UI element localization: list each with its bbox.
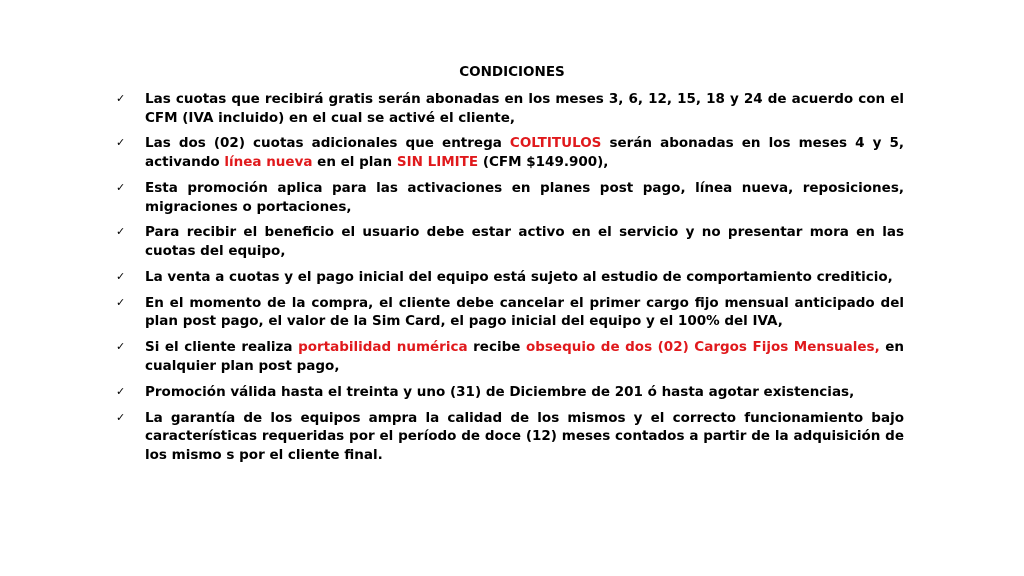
highlight-text: COLTITULOS bbox=[509, 135, 602, 152]
item-text: (CFM $149.900), bbox=[478, 154, 609, 171]
checkmark-icon: ✓ bbox=[116, 92, 126, 105]
item-text: Para recibir el beneficio el usuario debe estar activo en el servicio y no presentar mora en las cuotas del equipo, bbox=[145, 224, 904, 260]
checkmark-icon: ✓ bbox=[116, 269, 126, 283]
list-item bbox=[116, 294, 904, 331]
item-text: serán abonadas en los meses 4 y 5, activando bbox=[145, 135, 904, 171]
conditions-list bbox=[116, 90, 904, 472]
highlight-text: línea nueva bbox=[224, 154, 313, 171]
item-text: En el momento de la compra, el cliente debe cancelar el primer cargo fijo mensual anticipado del plan post pago, el valor de la Sim Card, el pago inicial del equipo y el 100% del IVA, bbox=[145, 294, 904, 330]
item-text: Esta promoción aplica para las activaciones en planes post pago, línea nueva, reposiciones, migraciones o portaciones, bbox=[145, 179, 904, 215]
item-text: en cualquier plan post pago, bbox=[145, 339, 905, 374]
list-item bbox=[116, 409, 904, 465]
list-item bbox=[116, 338, 904, 375]
item-text: Si el cliente realiza bbox=[145, 339, 299, 356]
checkmark-icon: ✓ bbox=[116, 180, 126, 194]
item-text: Las dos (02) cuotas adicionales que entrega bbox=[145, 135, 510, 152]
highlight-text: obsequio de dos (02) Cargos Fijos Mensuales, bbox=[525, 339, 880, 356]
checkmark-icon: ✓ bbox=[116, 225, 126, 239]
checkmark-icon: ✓ bbox=[116, 384, 126, 398]
item-text: en el plan bbox=[312, 154, 397, 171]
page-title: CONDICIONES bbox=[459, 64, 565, 80]
item-text: Promoción válida hasta el treinta y uno (31) de Diciembre de 201 ó hasta agotar existencias, bbox=[145, 383, 855, 400]
item-text: recibe bbox=[467, 339, 526, 356]
checkmark-icon: ✓ bbox=[116, 340, 126, 354]
highlight-text: SIN LIMITE bbox=[396, 154, 479, 171]
checkmark-icon: ✓ bbox=[116, 410, 126, 424]
item-text: La garantía de los equipos ampra la calidad de los mismos y el correcto funcionamiento bajo características requeridas por el período de doce (12) meses contados a partir de la adquisición de los mismo s por el cliente final. bbox=[145, 409, 904, 463]
list-item bbox=[116, 134, 904, 171]
list-item bbox=[116, 383, 904, 402]
checkmark-icon: ✓ bbox=[116, 136, 126, 150]
list-item bbox=[116, 179, 904, 216]
list-item bbox=[116, 223, 904, 260]
item-text: Las cuotas que recibirá gratis serán abonadas en los meses 3, 6, 12, 15, 18 y 24 de acuerdo con el CFM (IVA incluido) en el cual se activé el cliente, bbox=[145, 91, 904, 126]
checkmark-icon: ✓ bbox=[116, 295, 126, 309]
list-item bbox=[116, 90, 904, 127]
item-text: La venta a cuotas y el pago inicial del equipo está sujeto al estudio de comportamiento crediticio, bbox=[145, 268, 893, 285]
highlight-text: portabilidad numérica bbox=[298, 339, 468, 356]
list-item bbox=[116, 268, 904, 287]
